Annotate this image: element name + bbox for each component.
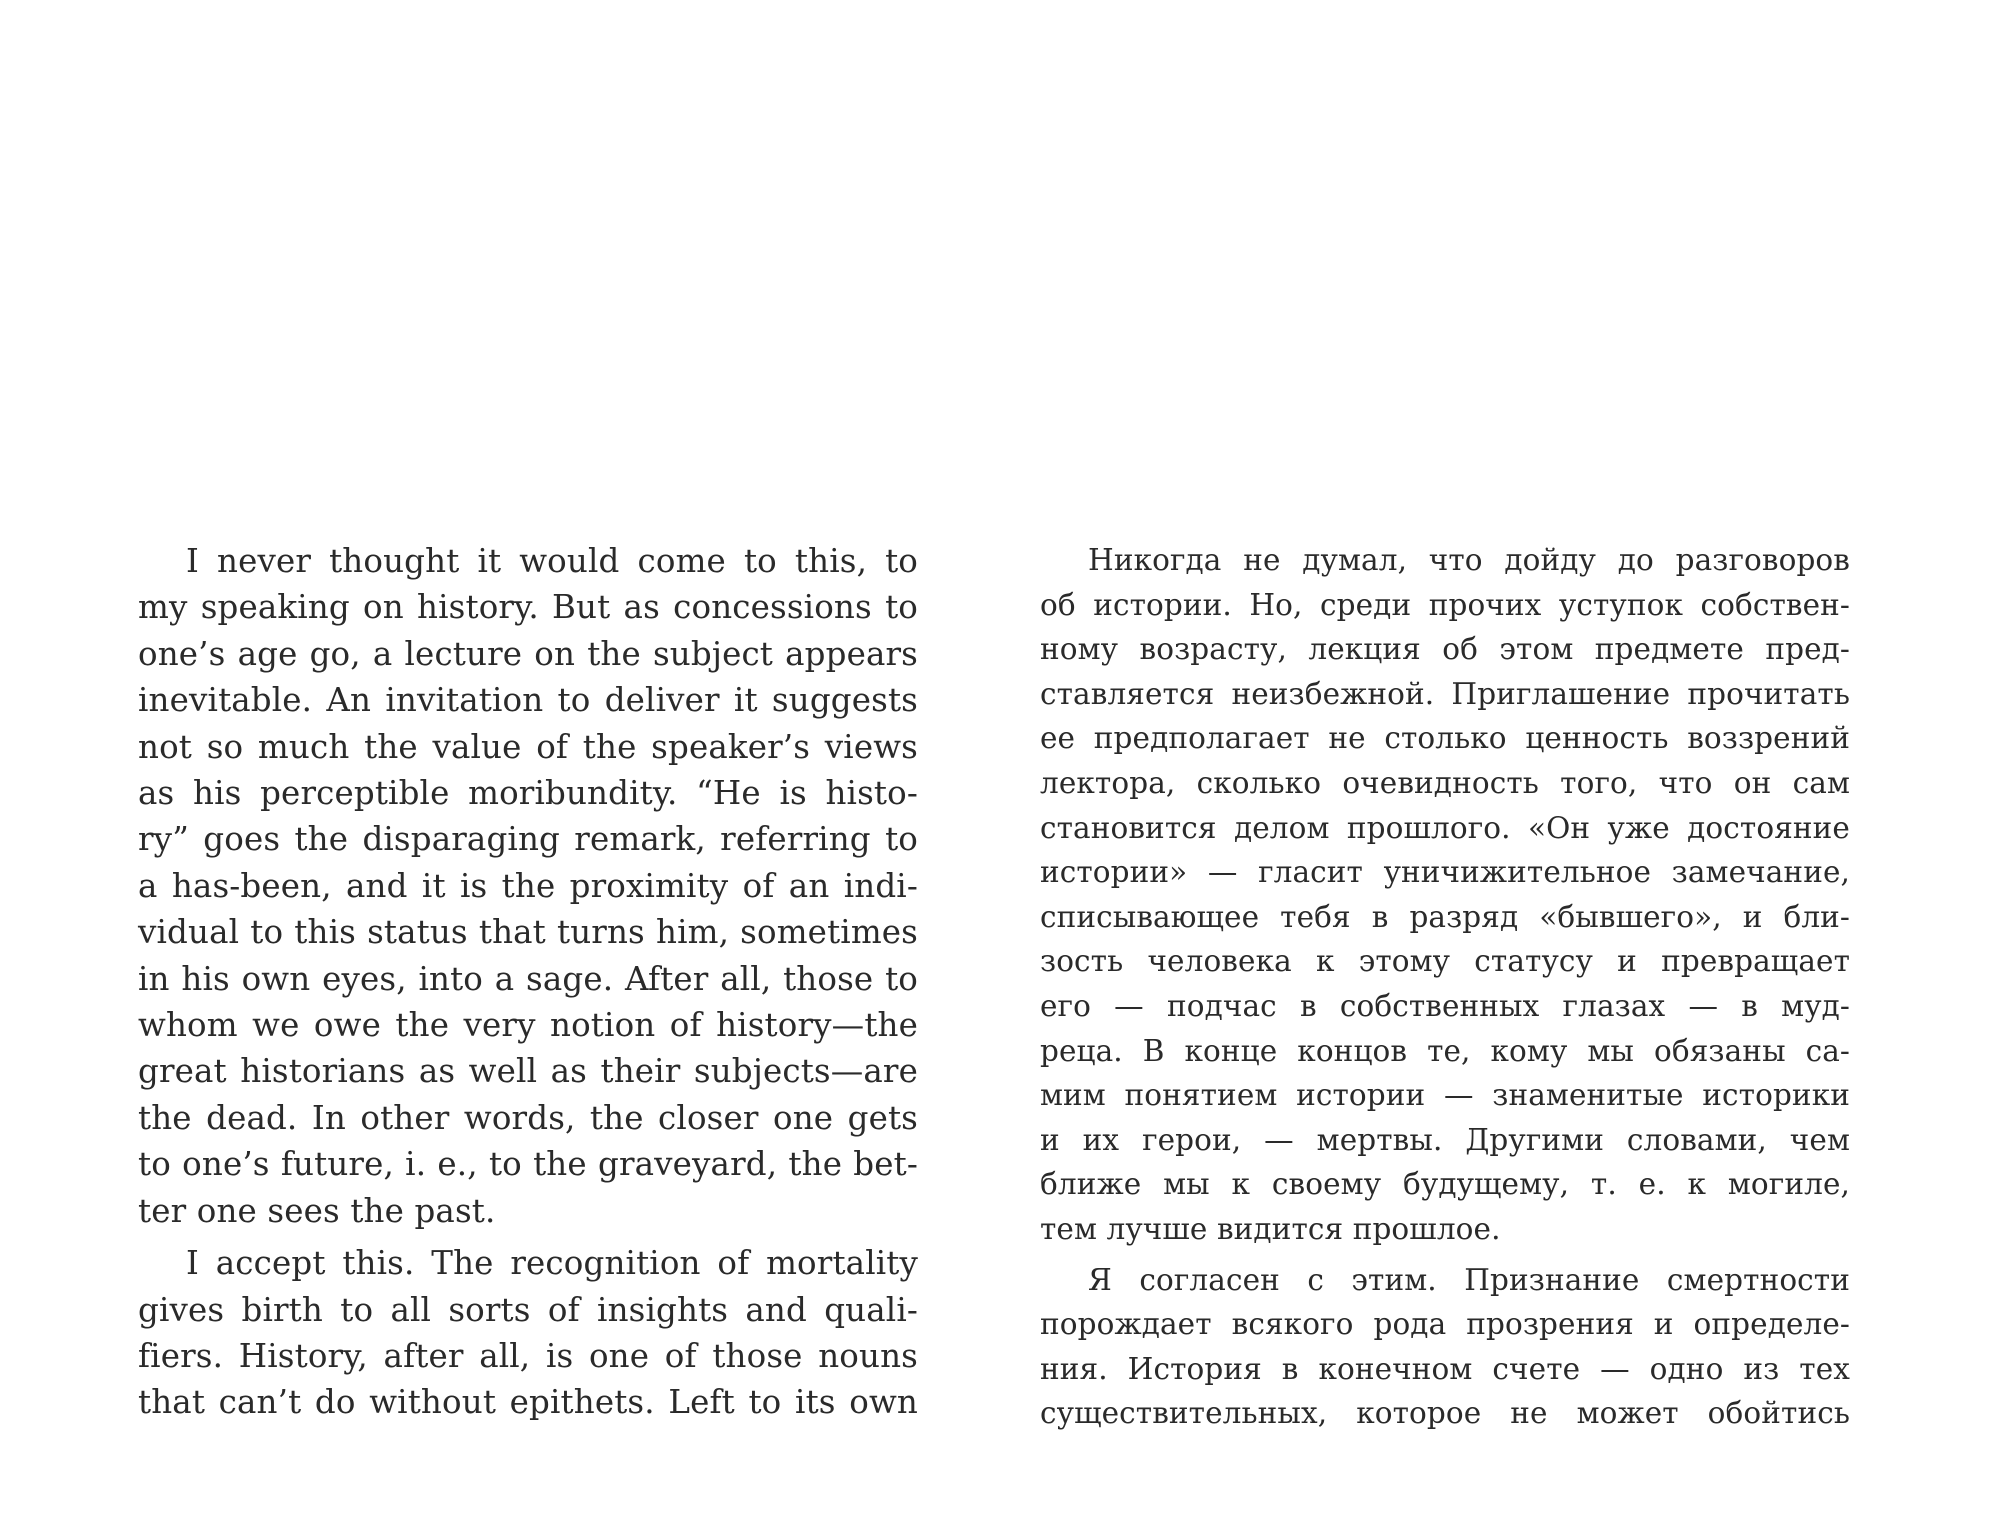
english-text-column — [138, 538, 918, 1426]
text-line: the dead. In other words, the closer one gets — [138, 1098, 918, 1137]
text-line: ее предполагает не столько ценность воззрений — [1040, 721, 1850, 756]
text-line: I accept this. The recognition of mortality — [186, 1244, 918, 1283]
text-line: ставляется неизбежной. Приглашение прочитать — [1040, 676, 1850, 711]
text-line: ния. История в конечном счете — одно из тех — [1040, 1351, 1850, 1386]
text-line: реца. В конце концов те, кому мы обязаны са- — [1040, 1033, 1850, 1068]
text-line: not so much the value of the speaker’s views — [138, 727, 918, 766]
text-line: Никогда не думал, что дойду до разговоров — [1088, 543, 1850, 577]
text-line: my speaking on history. But as concessions to — [138, 588, 918, 627]
english-paragraph-2 — [138, 1240, 918, 1426]
text-line: ближе мы к своему будущему, т. е. к могиле, — [1040, 1167, 1850, 1202]
text-line: его — подчас в собственных глазах — в муд- — [1040, 988, 1850, 1023]
russian-text-column — [1040, 538, 1850, 1436]
text-line: great historians as well as their subjects—are — [138, 1052, 918, 1091]
russian-paragraph-1 — [1040, 538, 1850, 1252]
text-line: Я согласен с этим. Признание смертности — [1088, 1262, 1850, 1297]
text-line: in his own eyes, into a sage. After all, those to — [138, 959, 918, 998]
text-line: зость человека к этому статусу и превращает — [1040, 944, 1850, 979]
text-line: истории» — гласит уничижительное замечание, — [1040, 855, 1850, 890]
text-line: whom we owe the very notion of history—the — [138, 1006, 918, 1045]
text-line: I never thought it would come to this, to — [186, 542, 918, 580]
russian-paragraph-2 — [1040, 1258, 1850, 1436]
text-line: gives birth to all sorts of insights and quali- — [138, 1290, 918, 1329]
text-line: ter one sees the past. — [138, 1191, 496, 1230]
text-line: ry” goes the disparaging remark, referring to — [138, 820, 918, 859]
text-line: становится делом прошлого. «Он уже достояние — [1040, 810, 1850, 845]
text-line: тем лучше видится прошлое. — [1040, 1211, 1501, 1246]
text-line: списывающее тебя в разряд «бывшего», и бли- — [1040, 899, 1850, 934]
english-paragraph-1 — [138, 538, 918, 1234]
text-line: that can’t do without epithets. Left to its own — [138, 1383, 918, 1422]
text-line: vidual to this status that turns him, sometimes — [138, 913, 918, 952]
text-line: лектора, сколько очевидность того, что он сам — [1040, 765, 1850, 800]
text-line: и их герои, — мертвы. Другими словами, чем — [1040, 1122, 1850, 1157]
text-line: inevitable. An invitation to deliver it suggests — [138, 681, 918, 720]
text-line: ному возрасту, лекция об этом предмете пред- — [1040, 632, 1850, 667]
text-line: as his perceptible moribundity. “He is histo- — [138, 774, 918, 813]
text-line: существительных, которое не может обойтись — [1040, 1396, 1850, 1431]
text-line: a has-been, and it is the proximity of an indi- — [138, 866, 918, 905]
text-line: one’s age go, a lecture on the subject appears — [138, 634, 918, 673]
text-line: об истории. Но, среди прочих уступок собствен- — [1040, 587, 1850, 622]
text-line: to one’s future, i. e., to the graveyard, the bet- — [138, 1145, 918, 1184]
text-line: порождает всякого рода прозрения и определе- — [1040, 1307, 1850, 1342]
text-line: fiers. History, after all, is one of those nouns — [138, 1336, 918, 1375]
text-line: мим понятием истории — знаменитые историки — [1040, 1078, 1850, 1113]
